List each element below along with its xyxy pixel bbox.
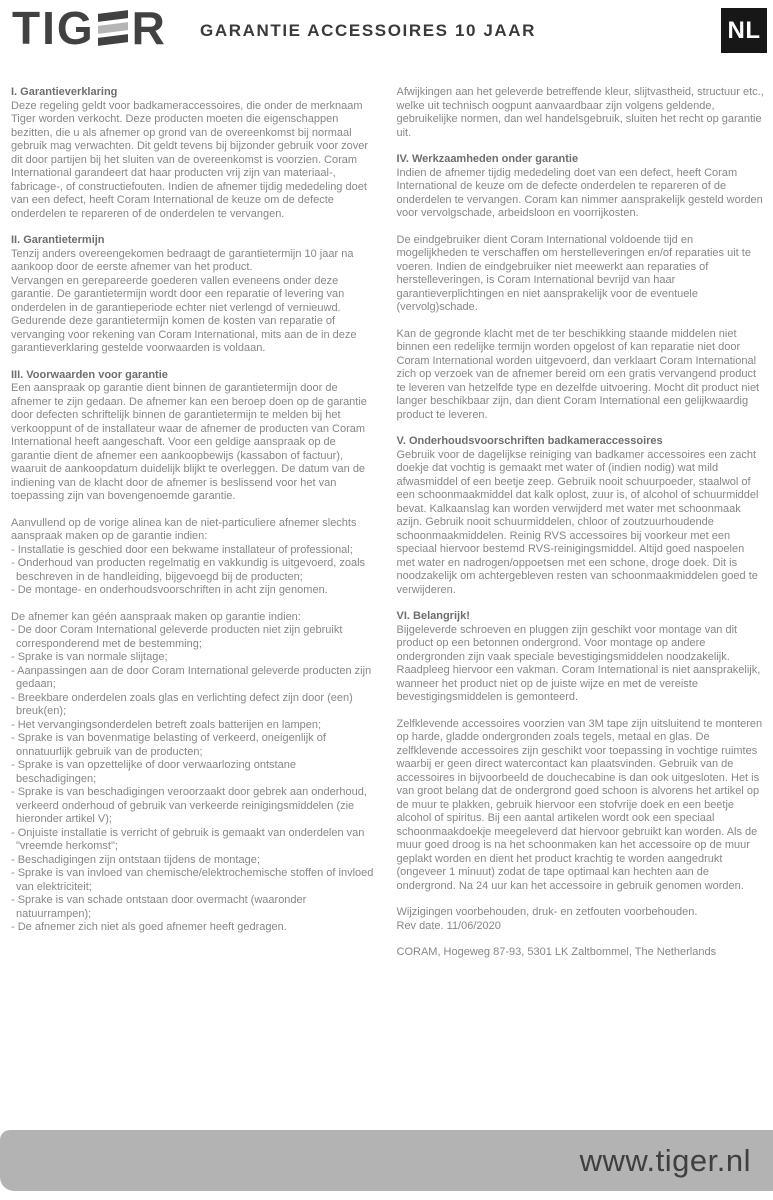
section-heading-5: V. Onderhoudsvoorschriften badkameraccessoires	[396, 435, 663, 447]
bullet-item: - De montage- en onderhoudsvoorschriften in acht zijn genomen.	[11, 584, 328, 596]
bullet-item: - Onjuiste installatie is verricht of gebruik is gemaakt van onderdelen van "vreemde herkomst";	[11, 826, 365, 852]
tiger-logo	[12, 4, 167, 52]
section-heading-4: IV. Werkzaamheden onder garantie	[396, 153, 579, 165]
logo-bar-top	[98, 10, 128, 22]
list-intro: De afnemer kan géén aanspraak maken op garantie indien:	[11, 610, 301, 623]
logo-bar-bottom	[98, 34, 128, 46]
bullet-item: - Sprake is van normale slijtage;	[11, 651, 168, 663]
paragraph: Tenzij anders overeengekomen bedraagt de garantietermijn 10 jaar na aankoop door de eerste afnemer van het product.	[11, 247, 354, 273]
paragraph: Indien de afnemer tijdig mededeling doet van een defect, heeft Coram International de keuze om de defecte onderdelen te repareren of de onderdelen te vervangen. Coram kan nimmer aansprakelijk gesteld worden voor vervolgschade, arbeidsloon en voorrijkosten.	[396, 166, 763, 219]
tiger-logo-e-icon	[98, 10, 128, 46]
footer-bar	[0, 1130, 773, 1191]
bullet-item: - De afnemer zich niet als goed afnemer heeft gedragen.	[11, 921, 287, 933]
tiger-logo-text-left: TIG	[12, 2, 95, 54]
document-body	[0, 62, 773, 960]
bullet-item: - Breekbare onderdelen zoals glas en verlichting defect zijn door (een) breuk(en);	[11, 691, 353, 717]
paragraph: Zelfklevende accessoires voorzien van 3M tape zijn uitsluitend te monteren op harde, gladde ondergronden zoals tegels, metaal en glas. De zelfklevende accessoires zijn geschikt voor toepassing in vochtige ruimtes waarbij er geen direct watercontact kan plaatsvinden. Gebruik van de accessoires in bijvoorbeeld de douchecabine is dan ook uitgesloten. Het is van groot belang dat de ondergrond goed schoon is alvorens het artikel op de muur te plakken, gebruik hiervoor een stofvrije doek en een beetje alcohol of spiritus. Bij een aantal artikelen wordt ook een speciaal schoonmaakdoekje meegeleverd dat hiervoor gebruikt kan worden. Als de muur goed droog is na het schoonmaken kan het accessoire op de muur geplakt worden en dient het product krachtig te worden aangedrukt (ongeveer 1 minuut) zodat de tape optimaal kan hechten aan de ondergrond. Na 24 uur kan het accessoire in gebruik genomen worden.	[396, 717, 763, 892]
bullet-item: - Aanpassingen aan de door Coram International geleverde producten zijn gedaan;	[11, 664, 372, 690]
left-column	[11, 86, 379, 960]
paragraph: Bijgeleverde schroeven en pluggen zijn geschikt voor montage van dit product op een betonnen ondergrond. Voor montage op andere ondergronden zijn vaak speciale bevestigingsmiddelen noodzakelijk. Raadpleeg hiervoor een vakman. Coram International is niet aansprakelijk, wanneer het product niet op de juiste wijze en met de vereiste bevestigingsmiddelen is gemonteerd.	[396, 623, 761, 703]
paragraph: Kan de gegronde klacht met de ter beschikking staande middelen niet binnen een redelijke termijn worden opgelost of kan reparatie niet door Coram International worden uitgevoerd, dan verklaart Coram International zich op verzoek van de afnemer bereid om een gratis vervangend product te leveren van hetzelfde type en dezelfde uitvoering. Mocht dit product niet langer beschikbaar zijn, dan dient Coram International een gelijkwaardig product te leveren.	[396, 327, 760, 421]
section-heading-3: III. Voorwaarden voor garantie	[11, 368, 168, 381]
paragraph: Een aanspraak op garantie dient binnen de garantietermijn door de afnemer te zijn gedaan. De afnemer kan een beroep doen op de garantie door defecten schriftelijk binnen de garantietermijn te melden bij het verkooppunt of de installateur waar de afnemer de producten van Coram International heeft aangeschaft. Voor een geldige aanspraak op de garantie dient de afnemer een aankoopbewijs (kassabon of factuur), waaruit de aankoopdatum duidelijk blijkt te overleggen. De datum van de indiening van de klacht door de afnemer is beslissend voor het van toepassing zijn van bovengenoemde garantie.	[11, 382, 367, 502]
list-intro: Aanvullend op de vorige alinea kan de niet-particuliere afnemer slechts aanspraak maken op de garantie indien:	[11, 516, 357, 542]
revision-date: Rev date. 11/06/2020	[396, 919, 501, 932]
paragraph: Gebruik voor de dagelijkse reiniging van badkamer accessoires een zacht doekje dat vochtig is gemaakt met water of (indien nodig) wat mild afwasmiddel of een beetje zeep. Gebruik nooit schuurpoeder, staalwol of een schoonmaakmiddel dat kalk oplost, zuur is, of alcohol of schuurmiddel bevat. Kalkaanslag kan worden verwijderd met water met schoonmaak azijn. Gebruik nooit schuurmiddelen, chloor of zoutzuurhoudende schoonmaakmiddelen. Reinig RVS accessoires bij voorkeur met een speciaal hiervoor bestemd RVS-reinigingsmiddel. Altijd goed naspoelen met water en nadrogen/oppoetsen met een schone, droge doek. Dit is noodzakelijk om achtergebleven resten van schoonmaakmiddelen goed te verwijderen.	[396, 448, 759, 596]
paragraph: Vervangen en gerepareerde goederen vallen eveneens onder deze garantie. De garantietermijn wordt door een reparatie of levering van onderdelen in de garantieperiode echter niet verlengd of vernieuwd.	[11, 274, 345, 314]
bullet-item: - Onderhoud van producten regelmatig en vakkundig is uitgevoerd, zoals beschreven in de handleiding, bijgevoegd bij de producten;	[11, 557, 366, 583]
tiger-logo-text-right: R	[131, 2, 167, 54]
disclaimer-note: Wijzigingen voorbehouden, druk- en zetfouten voorbehouden.	[396, 906, 698, 918]
page-title: GARANTIE ACCESSOIRES 10 JAAR	[200, 21, 537, 40]
bullet-item: - Sprake is van schade ontstaan door overmacht (waaronder natuurrampen);	[11, 894, 307, 920]
logo-bar-middle	[98, 22, 128, 34]
language-badge: NL	[721, 8, 767, 53]
bullet-item: - Beschadigingen zijn ontstaan tijdens de montage;	[11, 853, 260, 866]
right-column	[397, 86, 765, 960]
document-header	[0, 0, 773, 62]
paragraph: Deze regeling geldt voor badkameraccessoires, die onder de merknaam Tiger worden verkocht. Deze producten moeten die eigenschappen bezitten, die u als afnemer op grond van de overeenkomst bij normaal gebruik mag verwachten. Dit geldt tevens bij bijzonder gebruik voor zover dit door partijen bij het sluiten van de overeenkomst is voorzien. Coram International garandeert dat haar producten vrij zijn van materiaal-, fabricage-, of constructiefouten. Indien de afnemer tijdig mededeling doet van een defect, heeft Coram International de keuze om de defecte onderdelen te repareren of de onderdelen te vervangen.	[11, 99, 369, 220]
section-heading-6: VI. Belangrijk!	[396, 610, 470, 622]
bullet-item: - Sprake is van beschadigingen veroorzaakt door gebrek aan onderhoud, verkeerd onderhoud of gebruik van verkeerde reinigingsmiddelen (zie hieronder artikel V);	[11, 786, 367, 825]
bullet-item: - Installatie is geschied door een bekwame installateur of professional;	[11, 543, 353, 556]
bullet-item: - Sprake is van opzettelijke of door verwaarlozing ontstane beschadigingen;	[11, 759, 296, 785]
paragraph: De eindgebruiker dient Coram International voldoende tijd en mogelijkheden te verschaffen om herstelleveringen en/of reparaties uit te voeren. Indien de eindgebruiker niet meewerkt aan reparaties of herstelleveringen, is Coram International bevrijd van haar garantieverplichtingen en niet aansprakelijk voor de eventuele (vervolg)schade.	[396, 233, 751, 313]
bullet-item: - Het vervangingsonderdelen betreft zoals batterijen en lampen;	[11, 718, 322, 731]
bullet-item: - Sprake is van invloed van chemische/elektrochemische stoffen of invloed van elektriciteit;	[11, 867, 374, 893]
paragraph: Afwijkingen aan het geleverde betreffende kleur, slijtvastheid, structuur etc., welke uit technisch oogpunt aanvaardbaar zijn volgens geldende, gebruikelijke normen, dan wel handelsgebruik, sluiten het recht op garantie uit.	[396, 86, 764, 139]
paragraph: Gedurende deze garantietermijn komen de kosten van reparatie of vervanging voor rekening van Coram International, mits aan de in deze garantieverklaring gestelde voorwaarden is voldaan.	[11, 315, 357, 354]
bullet-item: - Sprake is van bovenmatige belasting of verkeerd, oneigenlijk of onnatuurlijk gebruik van de producten;	[11, 732, 326, 758]
company-address: CORAM, Hogeweg 87-93, 5301 LK Zaltbommel, The Netherlands	[396, 946, 717, 958]
section-heading-2: II. Garantietermijn	[11, 234, 105, 246]
bullet-item: - De door Coram International geleverde producten niet zijn gebruikt corresponderend met de bestemming;	[11, 624, 343, 650]
section-heading-1: I. Garantieverklaring	[11, 86, 118, 98]
website-text: www.tiger.nl	[579, 1142, 751, 1178]
